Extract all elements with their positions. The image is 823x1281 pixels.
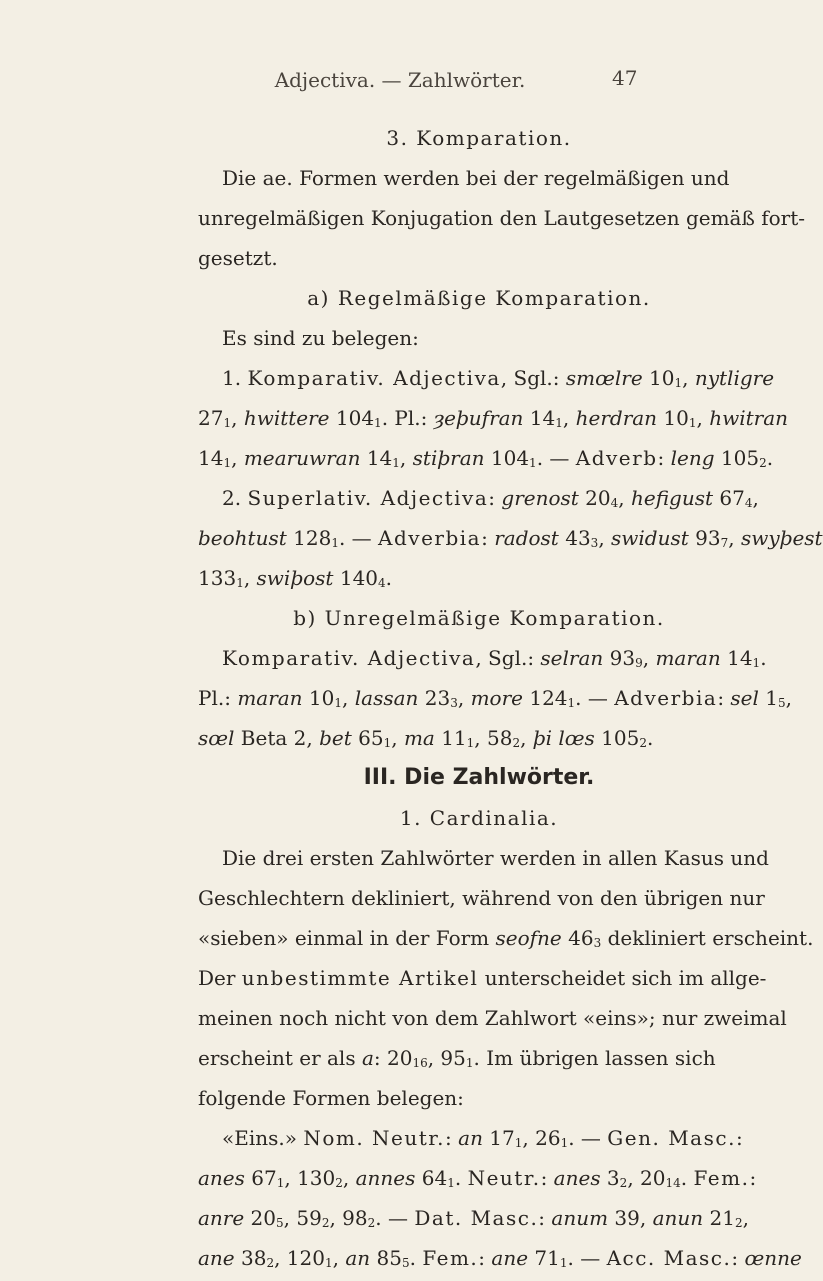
- text-run: Die ae. Formen werden bei der regelmäßigen und: [222, 166, 730, 190]
- subscript: 2: [619, 1176, 628, 1190]
- text-run: Superlativ. Adjectiva: [247, 486, 489, 510]
- text-run: ,: [618, 486, 631, 510]
- subscript: 1: [559, 1256, 568, 1270]
- text-run: 38: [234, 1246, 267, 1270]
- subscript: 1: [688, 416, 697, 430]
- text-run: :: [717, 686, 731, 710]
- text-run: Fem.: [693, 1166, 750, 1190]
- subscript: 1: [447, 1176, 455, 1190]
- running-title: Adjectiva. — Zahlwörter.: [274, 68, 526, 92]
- text-line: [198, 1200, 760, 1240]
- text-run: 133: [198, 566, 237, 590]
- text-run: smœlre: [565, 366, 643, 390]
- text-run: 85: [370, 1246, 402, 1270]
- subscript: 1: [674, 376, 683, 390]
- text-run: 10: [657, 406, 689, 430]
- text-run: 1: [758, 686, 779, 710]
- text-line: [198, 840, 769, 880]
- text-run: ,: [785, 686, 793, 710]
- text-run: anes: [553, 1166, 601, 1190]
- text-line: [198, 800, 760, 840]
- text-run: Dat. Masc.: [414, 1206, 539, 1230]
- text-run: an: [458, 1126, 483, 1150]
- text-run: maran: [237, 686, 303, 710]
- text-run: ,: [752, 486, 759, 510]
- text-run: . Pl.:: [381, 406, 434, 430]
- text-run: 23: [418, 686, 451, 710]
- text-line: [198, 1080, 760, 1120]
- text-run: ,: [562, 406, 576, 430]
- text-run: an: [345, 1246, 371, 1270]
- text-run: ,: [457, 686, 471, 710]
- text-run: Pl.:: [198, 686, 238, 710]
- text-run: 20: [578, 486, 611, 510]
- text-line: [198, 200, 805, 240]
- text-run: ,: [342, 686, 355, 710]
- text-run: , 59: [283, 1206, 322, 1230]
- subscript: 16: [412, 1056, 428, 1070]
- text-run: grenost: [501, 486, 579, 510]
- text-run: 2.: [222, 486, 248, 510]
- text-run: 1.: [222, 366, 248, 390]
- text-run: Fem.: [422, 1246, 479, 1270]
- text-run: «Eins.»: [222, 1126, 304, 1150]
- subscript: 1: [383, 736, 392, 750]
- text-run: gesetzt.: [198, 246, 278, 270]
- text-run: , 120: [274, 1246, 325, 1270]
- text-run: , Sgl.:: [500, 366, 566, 390]
- text-line: [198, 1160, 760, 1200]
- text-run: . —: [536, 446, 576, 470]
- text-run: stiþran: [412, 446, 485, 470]
- text-line: [198, 280, 760, 320]
- text-run: :: [488, 486, 502, 510]
- text-run: «sieben» einmal in der Form: [198, 926, 496, 950]
- subscript: 3: [450, 696, 458, 710]
- subscript: 1: [392, 456, 400, 470]
- text-run: b) Unregelmäßige Komparation.: [293, 606, 665, 630]
- text-run: 65: [351, 726, 384, 750]
- text-run: III. Die Zahlwörter.: [363, 765, 595, 790]
- text-run: :: [538, 1206, 552, 1230]
- text-run: 1. Cardinalia.: [399, 806, 559, 830]
- text-line: [198, 920, 814, 960]
- text-run: swidust: [611, 526, 689, 550]
- text-line: [198, 760, 760, 800]
- text-run: . —: [575, 686, 615, 710]
- text-run: ane: [198, 1246, 235, 1270]
- text-run: 71: [528, 1246, 560, 1270]
- text-run: Der: [198, 966, 242, 990]
- text-run: 14: [523, 406, 556, 430]
- text-run: : 20: [373, 1046, 413, 1070]
- text-run: ,: [682, 366, 695, 390]
- text-run: .: [680, 1166, 694, 1190]
- text-run: bet: [319, 726, 352, 750]
- text-run: Adverbia: [378, 526, 482, 550]
- text-run: selran: [540, 646, 604, 670]
- text-run: sel: [730, 686, 759, 710]
- text-line: [198, 720, 760, 760]
- text-line: [198, 1120, 760, 1160]
- text-run: Die drei ersten Zahlwörter werden in allen Kasus und: [222, 846, 769, 870]
- subscript: 1: [555, 416, 563, 430]
- subscript: 3: [593, 936, 602, 950]
- text-run: anes: [198, 1166, 245, 1190]
- text-run: ane: [491, 1246, 529, 1270]
- text-line: [198, 1240, 802, 1280]
- text-run: 104: [484, 446, 530, 470]
- text-run: hwitran: [709, 406, 789, 430]
- text-line: [198, 1040, 760, 1080]
- text-run: swiþost: [256, 566, 334, 590]
- text-run: Beta 2,: [234, 726, 320, 750]
- text-run: herdran: [575, 406, 658, 430]
- text-run: .: [409, 1246, 423, 1270]
- text-run: folgende Formen belegen:: [198, 1086, 464, 1110]
- text-run: Adverb: [575, 446, 658, 470]
- subscript: 1: [223, 416, 232, 430]
- text-run: unbestimmte Artikel: [241, 966, 479, 990]
- text-run: mearuwran: [243, 446, 361, 470]
- text-run: meinen noch nicht von dem Zahlwort «eins»; nur zweimal: [198, 1006, 787, 1030]
- subscript: 2: [734, 1216, 743, 1230]
- text-run: dekliniert erscheint.: [601, 926, 814, 950]
- text-run: œnne: [744, 1246, 802, 1270]
- text-run: 3: [600, 1166, 620, 1190]
- text-line: [198, 320, 760, 360]
- text-run: ,: [696, 406, 710, 430]
- text-run: 20: [244, 1206, 277, 1230]
- text-run: Komparativ. Adjectiva: [247, 366, 501, 390]
- subscript: 1: [560, 1136, 569, 1150]
- subscript: 9: [635, 656, 643, 670]
- page-number: 47: [612, 66, 638, 90]
- subscript: 2: [321, 1216, 330, 1230]
- subscript: 4: [610, 496, 619, 510]
- text-run: 67: [713, 486, 745, 510]
- text-run: , 26: [522, 1126, 561, 1150]
- text-run: ma: [403, 726, 435, 750]
- text-run: 140: [333, 566, 379, 590]
- text-run: lassan: [354, 686, 419, 710]
- subscript: 5: [778, 696, 786, 710]
- text-run: 10: [302, 686, 335, 710]
- subscript: 1: [334, 696, 343, 710]
- text-run: :: [540, 1166, 554, 1190]
- text-run: 67: [244, 1166, 277, 1190]
- text-run: , 58: [474, 726, 513, 750]
- text-run: unregelmäßigen Konjugation den Lautgesetzen gemäß fort-: [198, 206, 805, 230]
- text-run: Komparativ. Adjectiva: [222, 646, 476, 670]
- subscript: 1: [752, 656, 761, 670]
- text-run: ,: [342, 1166, 356, 1190]
- text-run: :: [749, 1166, 757, 1190]
- text-run: nytligre: [694, 366, 775, 390]
- text-run: anre: [198, 1206, 245, 1230]
- text-run: sœl: [198, 726, 235, 750]
- text-run: .: [385, 566, 393, 590]
- text-run: 93: [603, 646, 636, 670]
- text-run: beohtust: [198, 526, 287, 550]
- text-run: . —: [567, 1246, 607, 1270]
- text-run: 21: [703, 1206, 735, 1230]
- subscript: 2: [639, 736, 647, 750]
- text-run: 14: [360, 446, 393, 470]
- text-run: Acc. Masc.: [606, 1246, 732, 1270]
- text-run: a: [361, 1046, 374, 1070]
- text-run: 10: [642, 366, 675, 390]
- text-run: maran: [655, 646, 721, 670]
- text-line: [198, 120, 760, 160]
- subscript: 2: [266, 1256, 275, 1270]
- text-run: 14: [720, 646, 753, 670]
- text-run: erscheint er als: [198, 1046, 362, 1070]
- text-run: 43: [558, 526, 591, 550]
- text-run: .: [766, 446, 774, 470]
- text-run: þi lœs: [532, 726, 595, 750]
- text-run: annes: [355, 1166, 416, 1190]
- subscript: 1: [331, 536, 339, 550]
- text-run: Es sind zu belegen:: [222, 326, 419, 350]
- text-run: , 95: [427, 1046, 466, 1070]
- text-run: . Im übrigen lassen sich: [473, 1046, 716, 1070]
- text-run: , 130: [284, 1166, 336, 1190]
- text-run: :: [445, 1126, 459, 1150]
- text-line: [198, 960, 767, 1000]
- text-run: . —: [375, 1206, 415, 1230]
- text-line: [198, 520, 823, 560]
- text-run: ,: [520, 726, 533, 750]
- text-run: ,: [642, 646, 656, 670]
- text-line: [198, 400, 789, 440]
- text-run: 39,: [608, 1206, 653, 1230]
- text-run: Neutr.: [467, 1166, 541, 1190]
- text-line: [198, 240, 760, 280]
- subscript: 4: [378, 576, 386, 590]
- text-run: .: [454, 1166, 468, 1190]
- text-run: ȝeþufran: [433, 406, 524, 430]
- text-line: [198, 600, 760, 640]
- text-run: :: [657, 446, 671, 470]
- text-run: ,: [598, 526, 612, 550]
- text-run: .: [760, 646, 767, 670]
- text-run: 14: [198, 446, 224, 470]
- text-line: [198, 360, 775, 400]
- text-run: 11: [434, 726, 467, 750]
- text-run: anun: [652, 1206, 704, 1230]
- text-run: hefigust: [630, 486, 714, 510]
- text-run: radost: [494, 526, 559, 550]
- text-run: . —: [338, 526, 379, 550]
- text-run: 17: [482, 1126, 515, 1150]
- subscript: 2: [335, 1176, 343, 1190]
- text-run: :: [731, 1246, 745, 1270]
- text-line: [198, 640, 767, 680]
- subscript: 1: [567, 696, 576, 710]
- text-run: 64: [415, 1166, 448, 1190]
- subscript: 1: [223, 456, 232, 470]
- text-run: ,: [231, 406, 244, 430]
- text-line: [198, 680, 793, 720]
- text-run: , 98: [329, 1206, 368, 1230]
- text-run: anum: [551, 1206, 609, 1230]
- text-run: ,: [399, 446, 413, 470]
- subscript: 5: [276, 1216, 284, 1230]
- text-line: [198, 1000, 787, 1040]
- text-run: more: [470, 686, 523, 710]
- subscript: 1: [276, 1176, 285, 1190]
- subscript: 1: [236, 576, 244, 590]
- text-run: hwittere: [243, 406, 330, 430]
- text-line: [198, 440, 774, 480]
- text-run: ,: [332, 1246, 346, 1270]
- text-run: Adverbia: [614, 686, 718, 710]
- text-run: ,: [391, 726, 404, 750]
- text-run: 124: [522, 686, 568, 710]
- subscript: 14: [665, 1176, 681, 1190]
- page-body: [198, 120, 823, 1280]
- text-run: ,: [231, 446, 244, 470]
- text-line: [198, 560, 760, 600]
- text-run: ,: [742, 1206, 749, 1230]
- text-run: . —: [568, 1126, 608, 1150]
- subscript: 1: [374, 416, 382, 430]
- text-run: seofne: [495, 926, 562, 950]
- text-run: 105: [714, 446, 760, 470]
- text-run: :: [478, 1246, 492, 1270]
- subscript: 4: [744, 496, 753, 510]
- text-run: leng: [670, 446, 715, 470]
- subscript: 1: [514, 1136, 523, 1150]
- text-run: , Sgl.:: [475, 646, 541, 670]
- text-line: [198, 480, 760, 520]
- text-run: unterscheidet sich im allge-: [478, 966, 767, 990]
- subscript: 1: [529, 456, 537, 470]
- text-run: :: [735, 1126, 743, 1150]
- text-run: :: [481, 526, 495, 550]
- subscript: 1: [324, 1256, 333, 1270]
- text-run: swyþest: [740, 526, 823, 550]
- subscript: 3: [590, 536, 599, 550]
- text-run: 128: [286, 526, 332, 550]
- subscript: 1: [465, 1056, 474, 1070]
- subscript: 1: [466, 736, 475, 750]
- subscript: 7: [720, 536, 729, 550]
- text-run: 46: [561, 926, 594, 950]
- subscript: 2: [367, 1216, 376, 1230]
- text-run: Gen. Masc.: [607, 1126, 736, 1150]
- text-run: , 20: [627, 1166, 666, 1190]
- text-run: ,: [243, 566, 257, 590]
- text-run: Geschlechtern dekliniert, während von den übrigen nur: [198, 886, 765, 910]
- text-run: 3. Komparation.: [386, 126, 572, 150]
- text-run: .: [647, 726, 654, 750]
- text-run: 104: [329, 406, 375, 430]
- text-run: 105: [594, 726, 640, 750]
- text-run: 93: [688, 526, 721, 550]
- text-line: [198, 880, 765, 920]
- subscript: 2: [759, 456, 767, 470]
- subscript: 2: [512, 736, 521, 750]
- text-line: [198, 160, 760, 200]
- subscript: 5: [401, 1256, 410, 1270]
- text-run: Nom. Neutr.: [303, 1126, 446, 1150]
- text-run: ,: [728, 526, 741, 550]
- text-run: 27: [198, 406, 224, 430]
- text-run: a) Regelmäßige Komparation.: [307, 286, 651, 310]
